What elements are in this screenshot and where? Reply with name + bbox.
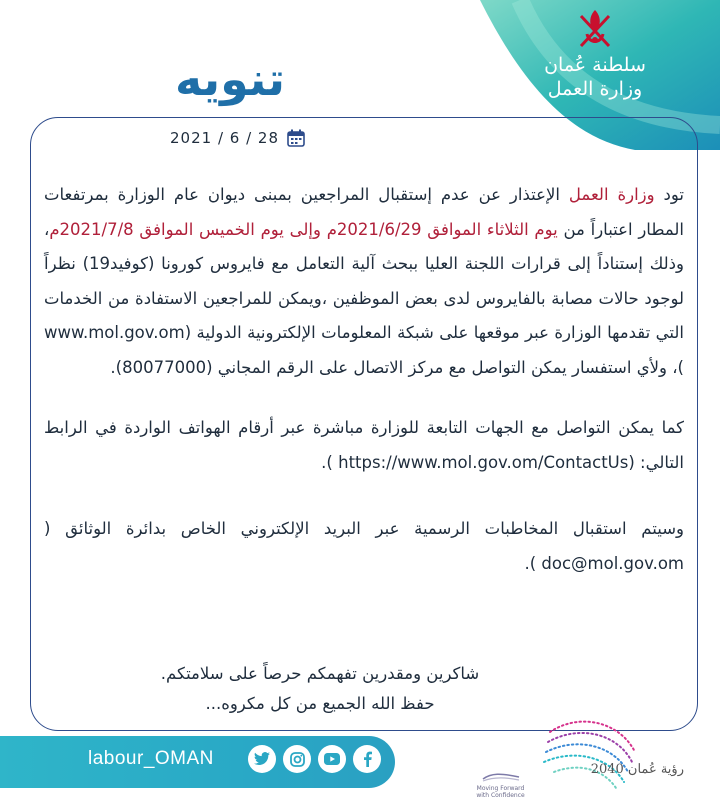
moving-forward-text: Moving Forward with Confidence bbox=[476, 785, 525, 799]
vision-text: رؤية عُمان 2040 bbox=[590, 762, 684, 777]
vision-swirl-icon bbox=[540, 712, 650, 792]
social-icons bbox=[248, 745, 381, 773]
p1-seg: الإعتذار عن عدم إستقبال المراجعين بمبنى ديوان عام الوزارة بمرتفعات المطار اعتباراً من bbox=[44, 185, 684, 239]
notice-date: 2021 / 6 / 28 bbox=[170, 129, 279, 147]
thanks-line-2: حفظ الله الجميع من كل مكروه... bbox=[205, 694, 435, 713]
youtube-icon[interactable] bbox=[318, 745, 346, 773]
social-handle: labour_OMAN bbox=[88, 748, 214, 769]
oman-vision-2040-logo bbox=[540, 712, 690, 802]
p1-seg: ، وذلك إستناداً إلى قرارات اللجنة العليا ببحث آلية التعامل مع فايروس كورونا (كوفيد19) نظراً لوجود حالات مصابة بالفايروس لدى بعض الموظفين ،ويمكن للمراجعين الاستفادة من الخدمات التي تقدمها الوزارة عبر موقعها على شبكة المعلومات الإلكترونية الدولية (www.mol.gov.om )، ولأي استفسار يمكن التواصل مع مركز الاتصال على الرقم المجاني (80077000). bbox=[44, 219, 685, 377]
paragraph-main bbox=[44, 178, 684, 385]
twitter-icon[interactable] bbox=[248, 745, 276, 773]
paragraph-email: وسيتم استقبال المخاطبات الرسمية عبر البريد الإلكتروني الخاص بدائرة الوثائق ( doc@mol.gov.om ). bbox=[44, 519, 684, 573]
calendar-icon bbox=[287, 129, 305, 147]
moving-forward-mark-icon bbox=[481, 771, 521, 783]
moving-forward-logo bbox=[473, 771, 528, 799]
org-name-oman: سلطنة عُمان bbox=[544, 54, 646, 76]
facebook-icon[interactable] bbox=[353, 745, 381, 773]
notice-body bbox=[44, 178, 684, 581]
paragraph-contact: كما يمكن التواصل مع الجهات التابعة للوزارة مباشرة عبر أرقام الهواتف الواردة في الرابط التالي: (https://www.mol.gov.om/ContactUs ). bbox=[44, 418, 684, 472]
date-row bbox=[170, 129, 320, 147]
page-title: تنويه bbox=[174, 52, 286, 106]
oman-emblem-icon bbox=[575, 6, 615, 52]
closing-thanks bbox=[110, 659, 530, 719]
closure-dates-highlight: يوم الثلاثاء الموافق 2021/6/29م وإلى يوم الخميس الموافق 2021/7/8م bbox=[49, 219, 558, 239]
instagram-icon[interactable] bbox=[283, 745, 311, 773]
p1-seg: تود bbox=[654, 185, 685, 204]
org-name-ministry: وزارة العمل bbox=[547, 78, 643, 100]
ministry-name-highlight: وزارة العمل bbox=[568, 185, 655, 204]
thanks-line-1: شاكرين ومقدرين تفهمكم حرصاً على سلامتكم. bbox=[160, 664, 480, 683]
ministry-logo bbox=[540, 6, 650, 100]
